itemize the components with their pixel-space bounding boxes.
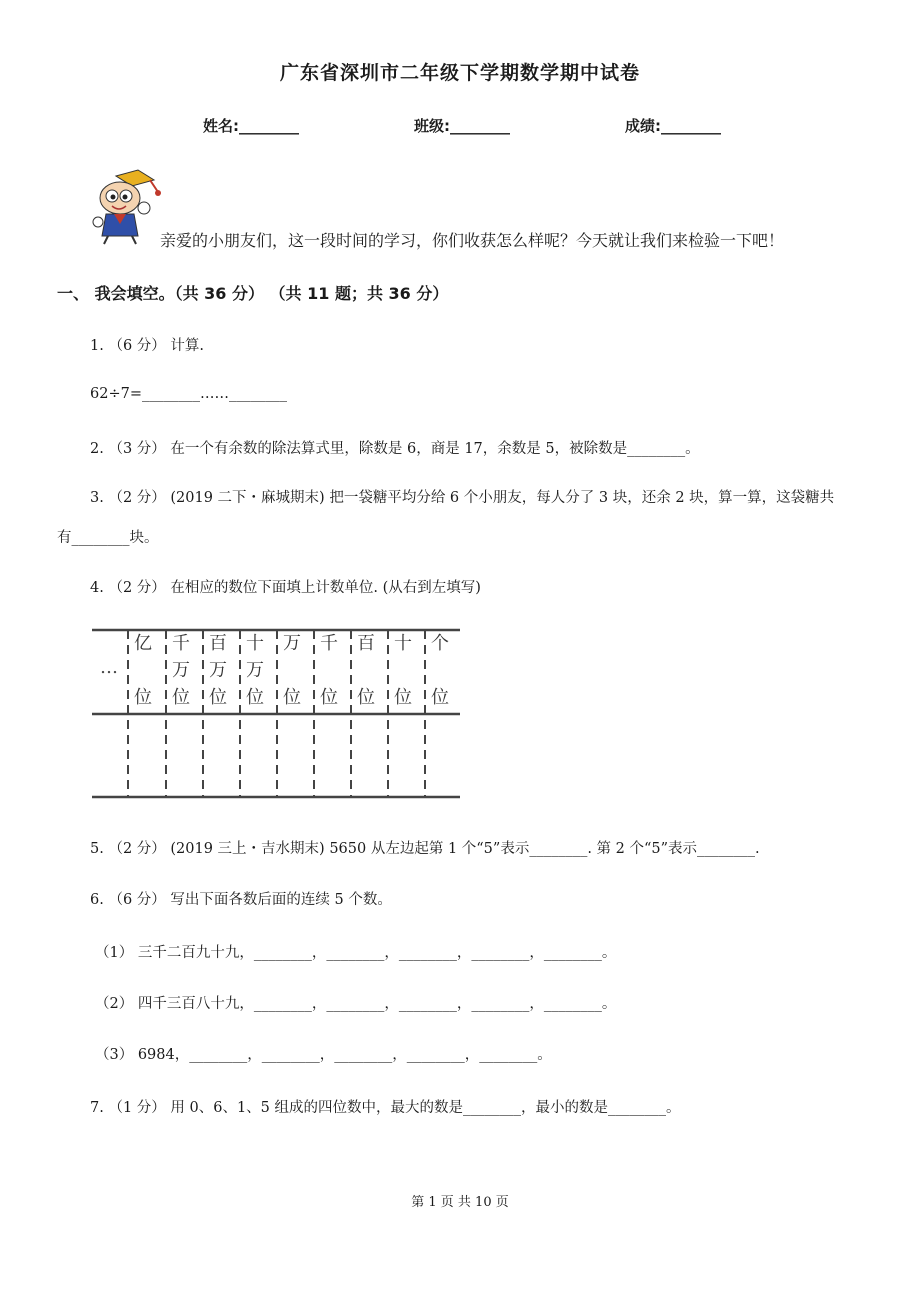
table-col-baiwan: 百 万 位 bbox=[209, 633, 227, 708]
table-col-qian: 千 位 bbox=[320, 633, 338, 708]
question-3: 3. （2 分） (2019 二下・麻城期末) 把一袋糖平均分给 6 个小朋友，每人分了 3 块，还余 2 块，算一算，这袋糖共有________块。 bbox=[57, 490, 835, 546]
question-2: 2. （3 分） 在一个有余数的除法算式里，除数是 6，商是 17，余数是 5，被除数是________。 bbox=[90, 441, 700, 457]
section-heading: 一、 我会填空。（共 36 分） （共 11 题；共 36 分） bbox=[57, 284, 449, 303]
mascot-icon bbox=[88, 166, 166, 246]
table-col-wan: 万 位 bbox=[283, 633, 301, 708]
greeting-text: 亲爱的小朋友们，这一段时间的学习，你们收获怎么样呢？今天就让我们来检验一下吧！ bbox=[160, 231, 785, 250]
question-1: 1. （6 分） 计算. bbox=[90, 338, 204, 354]
page-title: 广东省深圳市二年级下学期数学期中试卷 bbox=[279, 62, 640, 84]
question-6-item-2: （2） 四千三百八十九，________，________，________，________，________。 bbox=[95, 996, 617, 1012]
class-field-label: 班级:________ bbox=[414, 117, 510, 135]
question-1-blank-line: 62÷7=________……________ bbox=[90, 386, 287, 402]
question-5: 5. （2 分） (2019 三上・吉水期末) 5650 从左边起第 1 个“5”表示________. 第 2 个“5”表示________. bbox=[90, 841, 760, 857]
table-col-yi: 亿 位 bbox=[134, 633, 152, 708]
table-col-qianwan: 千 万 位 bbox=[172, 633, 190, 708]
page-footer: 第 1 页 共 10 页 bbox=[411, 1195, 509, 1210]
table-col-ge: 个 位 bbox=[431, 633, 449, 708]
question-6-item-3: （3） 6984，________，________，________，________，________。 bbox=[95, 1047, 552, 1063]
table-col-shiwan: 十 万 位 bbox=[246, 633, 264, 708]
question-4: 4. （2 分） 在相应的数位下面填上计数单位. (从右到左填写) bbox=[90, 580, 481, 596]
question-7: 7. （1 分） 用 0、6、1、5 组成的四位数中，最大的数是________，最小的数是________。 bbox=[90, 1100, 681, 1116]
question-6: 6. （6 分） 写出下面各数后面的连续 5 个数。 bbox=[90, 892, 392, 908]
name-field-label: 姓名:________ bbox=[203, 117, 299, 135]
table-col-bai: 百 位 bbox=[357, 633, 375, 708]
table-col-ellipsis: … bbox=[100, 657, 118, 678]
table-col-shi: 十 位 bbox=[394, 633, 412, 708]
score-field-label: 成绩:________ bbox=[625, 117, 721, 135]
question-6-item-1: （1） 三千二百九十九，________，________，________，________，________。 bbox=[95, 945, 617, 961]
